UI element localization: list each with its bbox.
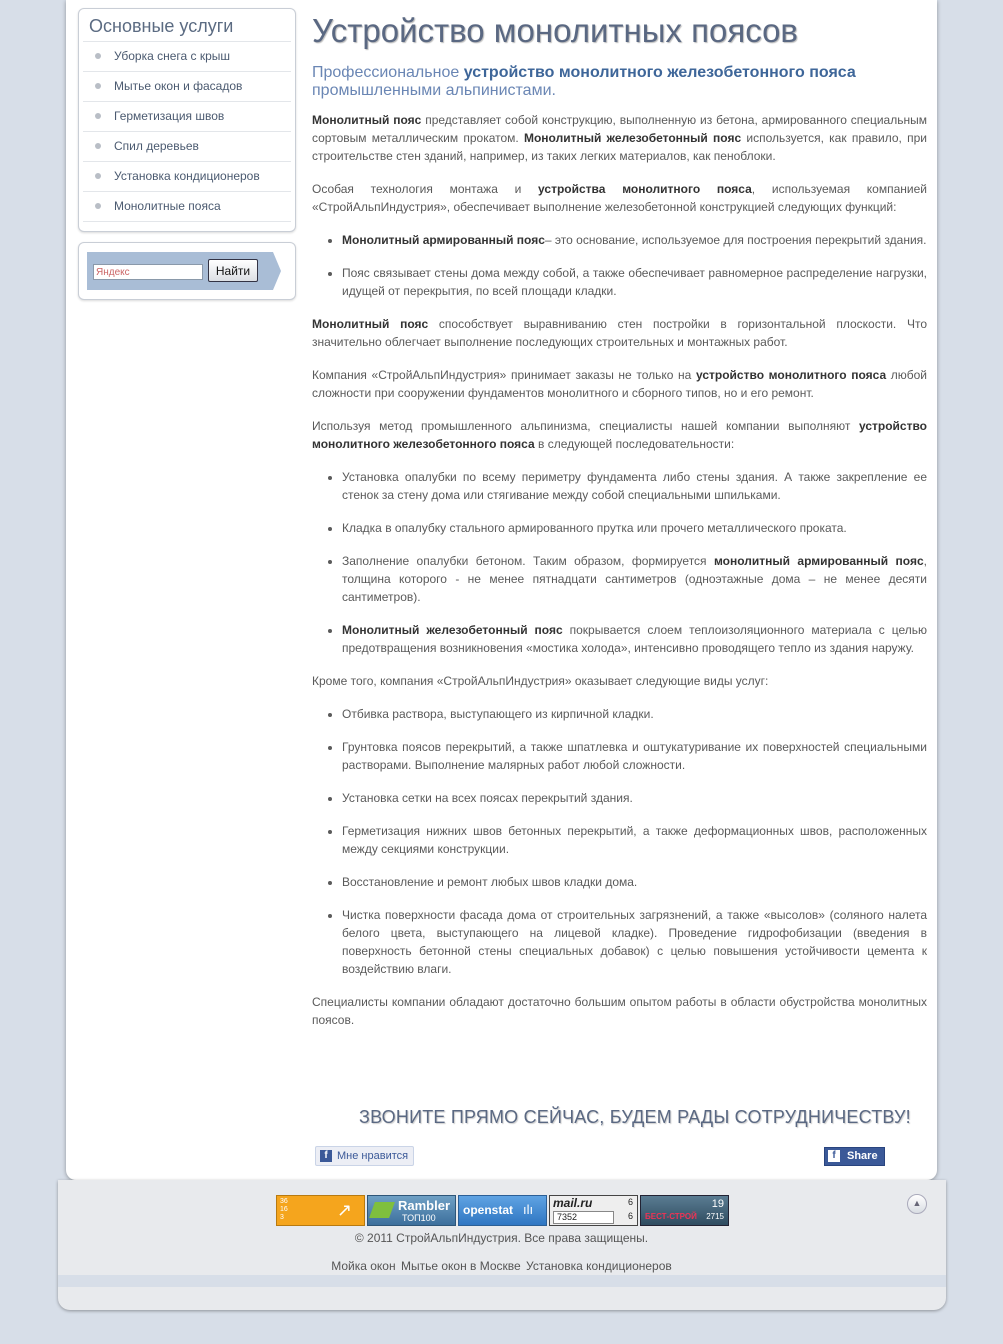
list-item: • Грунтовка поясов перекрытий, а также шпатлевка и оштукатуривание их поверхностей специальными растворами. Выполнение малярных работ любой сложности. [342,738,927,774]
subtitle-post: промышленными альпинистами. [312,82,556,99]
liveinternet-counter[interactable] [276,1195,365,1226]
search-input[interactable] [93,264,203,280]
bold-text: Монолитный железобетонный пояс [523,131,742,145]
paragraph [312,315,927,351]
sidebar-item-conditioners[interactable] [83,162,291,192]
text: Заполнение опалубки бетоном. Таким образом, формируется [342,554,714,568]
services-title: Основные услуги [83,9,291,42]
paragraph [312,111,927,165]
sidebar-item-snow[interactable] [83,42,291,72]
counter-value: 3 [280,1214,284,1221]
sidebar-item-seams[interactable] [83,102,291,132]
text: Установка опалубки по всему периметру фундамента либо стены здания. А также закрепление ее стенок за стену дома или стягивание между собой специальными шпильками. [342,470,927,502]
text: Кладка в опалубку стального армированного прутка или прочего металлического проката. [342,521,847,535]
footer-link-window-wash[interactable]: Мойка окон [331,1259,396,1273]
list-item [342,264,927,300]
arrow-icon: ↗ [337,1200,353,1220]
bold-text: устройство монолитного пояса [695,368,887,382]
scroll-top-icon[interactable]: ▲ [907,1194,927,1214]
services-list [79,42,295,222]
bold-text: монолитный армированный пояс [713,554,924,568]
text: Используя метод промышленного альпинизма, специалисты нашей компании выполняют [312,419,859,433]
bullet-icon [95,83,101,89]
main-content [312,8,927,1044]
facebook-icon: f [320,1150,332,1162]
list-item: • Восстановление и ремонт любых швов кладки дома. [342,873,927,891]
list-item: • Установка сетки на всех поясах перекрытий здания. [342,789,927,807]
footer-stripe [58,1275,946,1287]
sidebar-item-trees[interactable] [83,132,291,162]
text: покрывается слоем теплоизоляционного материала с целью предотвращения возникновения «мостика холода», интенсивно проводящего тепло из здания наружу. [342,623,927,655]
article-body [312,111,927,1029]
facebook-icon: f [828,1150,840,1162]
badge-name: Rambler [398,1198,451,1213]
rambler-logo-icon [369,1202,395,1218]
text: Компания «СтройАльпИндустрия» принимает заказы не только на [312,368,696,382]
list-item [342,468,927,504]
list-item [342,621,927,657]
call-to-action: ЗВОНИТЕ ПРЯМО СЕЙЧАС, БУДЕМ РАДЫ СОТРУДНИЧЕСТВУ! [359,1107,911,1127]
search-box [78,242,296,300]
best-stroy-counter[interactable] [640,1195,729,1226]
text: Пояс связывает стены дома между собой, а также обеспечивает равномерное распределение нагрузки, идущей от перекрытия, по всей площади кладки. [342,266,927,298]
rambler-counter[interactable] [367,1195,456,1226]
bold-text: Монолитный армированный пояс [342,233,545,247]
bold-text: Монолитный пояс [312,317,429,331]
steps-list [312,468,927,657]
bold-text: Монолитный пояс [312,113,422,127]
bullet-icon [95,203,101,209]
page-title: Устройство монолитных поясов [312,12,798,49]
counter-value: 36 [280,1198,288,1205]
facebook-share-button[interactable] [824,1147,885,1166]
search-ribbon [87,252,273,290]
text: в следующей последовательности: [534,437,735,451]
text: – это основание, используемое для построения перекрытий здания. [544,233,927,247]
paragraph [312,417,927,453]
footer-links [0,1259,1003,1273]
bold-text: устройство монолитного железобетонного пояса [312,419,927,451]
page-subtitle [312,64,927,100]
bold-text: Монолитный железобетонный пояс [342,623,563,637]
badge-value: 6 [627,1197,633,1207]
extra-services-list [312,705,927,978]
bullet-icon [95,173,101,179]
list-item [342,231,927,249]
paragraph [312,180,927,216]
mailru-counter[interactable] [549,1195,638,1226]
sidebar-item-label: Уборка снега с крыш [114,49,231,63]
badge-value: 2715 [706,1212,724,1221]
badge-name: БЕСТ-СТРОЙ [645,1212,697,1221]
sidebar-item-label: Спил деревьев [114,139,199,153]
bullet-icon [95,113,101,119]
sidebar-item-label: Монолитные пояса [114,199,221,213]
text: способствует выравниванию стен постройки в горизонтальной плоскости. Что значительно облегчает выполнение последующих строительных и монтажных работ. [312,317,927,349]
text: Особая технология монтажа и [312,182,539,196]
footer-link-conditioners[interactable]: Установка кондиционеров [526,1259,672,1273]
footer-link-window-moscow[interactable]: Мытье окон в Москве [400,1259,521,1273]
people-icon: ılı [523,1202,534,1217]
text: представляет собой конструкцию, выполненную из бетона, армированного специальным сортовым металлическим прокатом. [312,113,927,145]
share-label: Share [847,1150,878,1162]
list-item: • Чистка поверхности фасада дома от строительных загрязнений, а также «высолов» (соляного налета белого цвета, выступающего на лицевой кладке). Проведение гидрофобизации (введения в поверхность бетонной стены специальных добавок) с целью повышения устойчивости цемента к воздействию влаги. [342,906,927,978]
search-button[interactable]: Найти [208,259,258,282]
badge-name: openstat [463,1203,514,1217]
sidebar-item-windows[interactable] [83,72,291,102]
paragraph: Специалисты компании обладают достаточно большим опытом работы в области обустройства монолитных поясов. [312,995,927,1027]
counter-value: 16 [280,1206,288,1213]
sidebar-item-label: Герметизация швов [114,109,225,123]
counter-values [280,1198,288,1222]
badge-name: mail.ru [553,1196,593,1210]
bullet-icon [95,53,101,59]
bullet-icon [95,143,101,149]
sidebar-item-monolith[interactable] [83,192,291,222]
list-item: • Герметизация нижних швов бетонных перекрытий, а также деформационных швов, расположенных между секциями конструкции. [342,822,927,858]
subtitle-bold: устройство монолитного железобетонного пояса [463,64,856,81]
facebook-like-button[interactable] [315,1146,414,1166]
badge-sub: ТОП100 [402,1213,436,1223]
copyright: © 2011 СтройАльпИндустрия. Все права защищены. [354,1231,649,1245]
openstat-counter[interactable] [458,1195,547,1226]
functions-list [312,231,927,300]
list-item [342,519,927,537]
badge-value: 19 [711,1198,724,1210]
paragraph: Кроме того, компания «СтройАльпИндустрия» оказывает следующие виды услуг: [312,674,769,688]
text: используется, как правило, при строительстве стен зданий, например, из таких легких материалов, как пеноблоки. [312,131,927,163]
badge-value: 6 [627,1211,633,1221]
bold-text: устройства монолитного пояса [538,182,752,196]
sidebar-item-label: Установка кондиционеров [114,169,260,183]
subtitle-pre: Профессиональное [312,64,464,81]
sidebar-item-label: Мытье окон и фасадов [114,79,243,93]
services-box [78,8,296,232]
text: любой сложности при сооружении фундаментов монолитного и сборного типов, но и его ремонт. [312,368,928,400]
paragraph [312,366,927,402]
like-label: Мне нравится [337,1150,409,1162]
list-item [342,552,927,606]
text: , используемая компанией «СтройАльпИндустрия», обеспечивает выполнение железобетонной конструкцией следующих функций: [312,182,927,214]
text: , толщина которого - не менее пятнадцати сантиметров (одноэтажные дома – не менее десяти сантиметров). [342,554,927,604]
badge-count: 7352 [553,1211,614,1224]
list-item: • Отбивка раствора, выступающего из кирпичной кладки. [342,705,927,723]
